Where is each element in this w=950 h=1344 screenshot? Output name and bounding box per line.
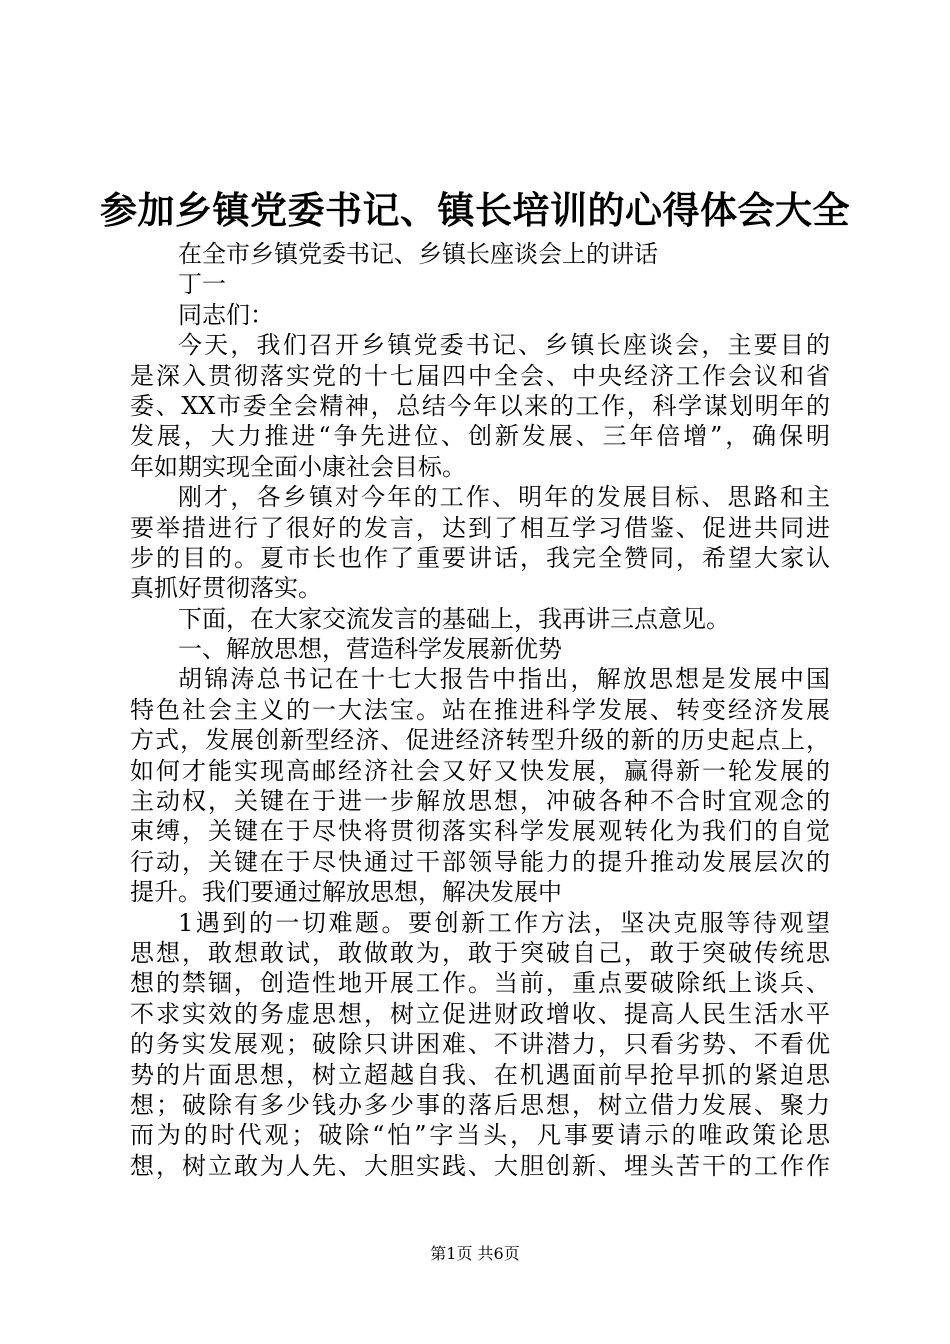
salutation-line: 同志们： bbox=[178, 300, 274, 329]
paragraph-line: 想的禁锢，创造性地开展工作。当前，重点要破除纸上谈兵、 bbox=[130, 969, 830, 998]
paragraph-line: 而为的时代观；破除“怕”字当头，凡事要请示的唯政策论思 bbox=[130, 1121, 830, 1150]
paragraph-line: 不求实效的务虚思想，树立促进财政增收、提高人民生活水平 bbox=[130, 999, 830, 1028]
paragraph-line: 年如期实现全面小康社会目标。 bbox=[130, 452, 466, 481]
paragraph-line: 行动，关键在于尽快通过干部领导能力的提升推动发展层次的 bbox=[130, 847, 830, 876]
paragraph-line: 今天，我们召开乡镇党委书记、乡镇长座谈会，主要目的 bbox=[178, 331, 830, 360]
paragraph-line: 1遇到的一切难题。要创新工作方法，坚决克服等待观望 bbox=[178, 908, 830, 937]
paragraph-line: 发展，大力推进“争先进位、创新发展、三年倍增”，确保明 bbox=[130, 422, 830, 451]
paragraph-line: 提升。我们要通过解放思想，解决发展中 bbox=[130, 878, 562, 907]
author-line: 丁一 bbox=[178, 270, 226, 299]
paragraph-line: 思想，敢想敢试，敢做敢为，敢于突破自己，敢于突破传统思 bbox=[130, 938, 830, 967]
paragraph-line: 想，树立敢为人先、大胆实践、大胆创新、埋头苦干的工作作 bbox=[130, 1151, 830, 1180]
document-body bbox=[130, 239, 830, 1181]
section-heading: 一、解放思想，营造科学发展新优势 bbox=[178, 635, 562, 664]
paragraph-line: 束缚，关键在于尽快将贯彻落实科学发展观转化为我们的自觉 bbox=[130, 817, 830, 846]
paragraph-line: 势的片面思想，树立超越自我、在机遇面前早抢早抓的紧迫思 bbox=[130, 1060, 830, 1089]
paragraph-line: 要举措进行了很好的发言，达到了相互学习借鉴、促进共同进 bbox=[130, 513, 830, 542]
subtitle-line: 在全市乡镇党委书记、乡镇长座谈会上的讲话 bbox=[178, 240, 658, 268]
paragraph-line: 胡锦涛总书记在十七大报告中指出，解放思想是发展中国 bbox=[178, 665, 830, 694]
paragraph-line: 方式，发展创新型经济、促进经济转型升级的新的历史起点上， bbox=[130, 726, 830, 755]
paragraph-line: 如何才能实现高邮经济社会又好又快发展，赢得新一轮发展的 bbox=[130, 756, 830, 785]
paragraph-line: 委、XX市委全会精神，总结今年以来的工作，科学谋划明年的 bbox=[130, 391, 830, 420]
paragraph-line: 主动权，关键在于进一步解放思想，冲破各种不合时宜观念的 bbox=[130, 787, 830, 816]
paragraph-line: 下面，在大家交流发言的基础上，我再讲三点意见。 bbox=[178, 604, 730, 633]
paragraph-line: 想；破除有多少钱办多少事的落后思想，树立借力发展、聚力 bbox=[130, 1090, 830, 1119]
paragraph-line: 特色社会主义的一大法宝。站在推进科学发展、转变经济发展 bbox=[130, 695, 830, 724]
document-title: 参加乡镇党委书记、镇长培训的心得体会大全 bbox=[100, 188, 850, 232]
paragraph-line: 刚才，各乡镇对今年的工作、明年的发展目标、思路和主 bbox=[178, 483, 830, 512]
paragraph-line: 的务实发展观；破除只讲困难、不讲潜力，只看劣势、不看优 bbox=[130, 1030, 830, 1059]
paragraph-line: 步的目的。夏市长也作了重要讲话，我完全赞同，希望大家认 bbox=[130, 543, 830, 572]
paragraph-line: 是深入贯彻落实党的十七届四中全会、中央经济工作会议和省 bbox=[130, 361, 830, 390]
page-number-footer: 第1页 共6页 bbox=[430, 1244, 520, 1263]
paragraph-line: 真抓好贯彻落实。 bbox=[130, 574, 322, 603]
